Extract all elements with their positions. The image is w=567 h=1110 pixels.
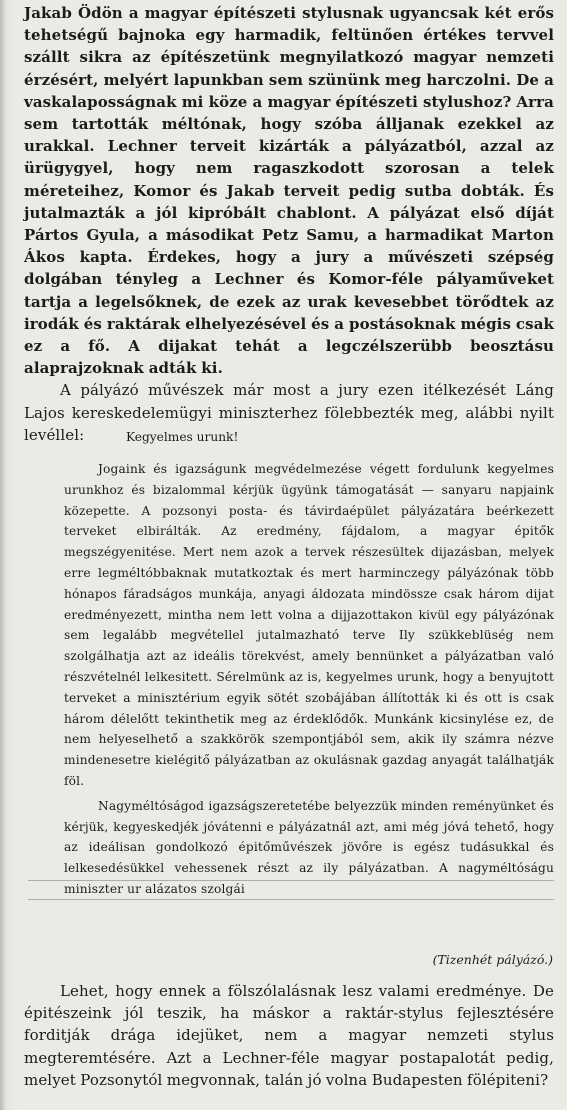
letter-signature: (Tizenhét pályázó.): [432, 952, 553, 967]
open-letter: [64, 459, 554, 900]
letter-paragraph-1: Jogaink és igazságunk megvédelmezése végett fordulunk kegyelmes urunkhoz és bizalommal kérjük ügyünk támogatását — sanyaru napjaink közepette. A pozsonyi posta- és távirdaépület pályázatára beérkezett terveket elbirálták. Az eredmény, fájdalom, a magyar épitők megszégyenitése. Mert nem azok a tervek részesültek dijazásban, melyek erre legméltóbbaknak mutatkoztak és mert harminczegy pályázónak több hónapos fáradságos munkája, anyagi áldozata mindössze csak három dijat eredményezett, mintha nem lett volna a dijjazottakon kivül egy pályázónak sem legalább megvétellel jutalmazható terve Ily szükkeblüség nem szolgálhatja azt az ideális törekvést, amely bennünket a pályázatban való részvételnél lelkesitett. Sérelmünk az is, kegyelmes urunk, hogy a benyujtott terveket a minisztérium egyik sötét szobájában állították ki és ott is csak három délelőtt tekinthetik meg az érdeklődők. Munkánk kicsinylése ez, de nem helyeselhető a szakkörök szempontjából sem, akik ily számra nézve mindenesetre kielégitő pályázatban az okulásnak gazdag anyagát találhatják föl.: [64, 462, 554, 788]
letter-paragraph-2: Nagyméltóságod igazságszeretetébe belyezzük minden reményünket és kérjük, kegyeskedjék jóvátenni e pályázatnál azt, ami még jóvá tehető, hogy az ideálisan gondolkozó épitőművészek jövőre is egész tudásukkal és lelkesedésükkel vehessenek részt az ily pályázatban. A nagyméltóságu miniszter ur alázatos szolgái: [64, 798, 554, 896]
intro-paragraph: Jakab Ödön a magyar építészeti stylusnak ugyancsak két erős tehetségű bajnoka egy harmadik, feltünően értékes tervvel szállt sikra az építészetünk megnyilatkozó magyar nemzeti érzésért, melyért lapunkban sem szününk meg harczolni. De a vaskalaposságnak mi köze a magyar építészeti stylushoz? Arra sem tartották méltónak, hogy szóba álljanak ezekkel az urakkal. Lechner terveit kizárták a pályázatból, azzal az ürügygyel, hogy nem ragaszkodott szorosan a telek méreteihez, Komor és Jakab terveit pedig sutba dobták. És jutalmazták a jól kipróbált chablont. A pályázat első díját Pártos Gyula, a másodikat Petz Samu, a harmadikat Marton Ákos kapta. Érdekes, hogy a jury a művészeti szépség dolgában tényleg a Lechner és Komor-féle pályaműveket tartja a legelsőknek, de ezek az urak kevesebbet törődtek az irodák és raktárak elhelyezésével és a postásoknak mégis csak ez a fő. A dijakat tehát a legczélszerübb beosztásu alaprajzoknak adták ki.: [24, 4, 554, 378]
second-paragraph: A pályázó művészek már most a jury ezen itélkezését Láng Lajos kereskedelemügyi miniszterhez fölebbezték meg, alábbi nyilt levéllel:: [24, 381, 554, 444]
letter-salutation: Kegyelmes urunk!: [126, 430, 239, 444]
printed-line-1: [28, 880, 554, 881]
printed-line-2: [28, 899, 554, 900]
article-column-bottom: [24, 980, 554, 1091]
article-column-top: [24, 2, 554, 446]
page-fold-shadow: [0, 0, 6, 1110]
closing-paragraph: Lehet, hogy ennek a fölszólalásnak lesz valami eredménye. De épitészeink jól teszik, ha máskor a raktár-stylus fejlesztésére forditják drága idejüket, nem a magyar nemzeti stylus megteremtésére. Azt a Lechner-féle magyar postapalotát pedig, melyet Pozsonytól megvonnak, talán jó volna Budapesten fölépiteni?: [24, 982, 554, 1089]
